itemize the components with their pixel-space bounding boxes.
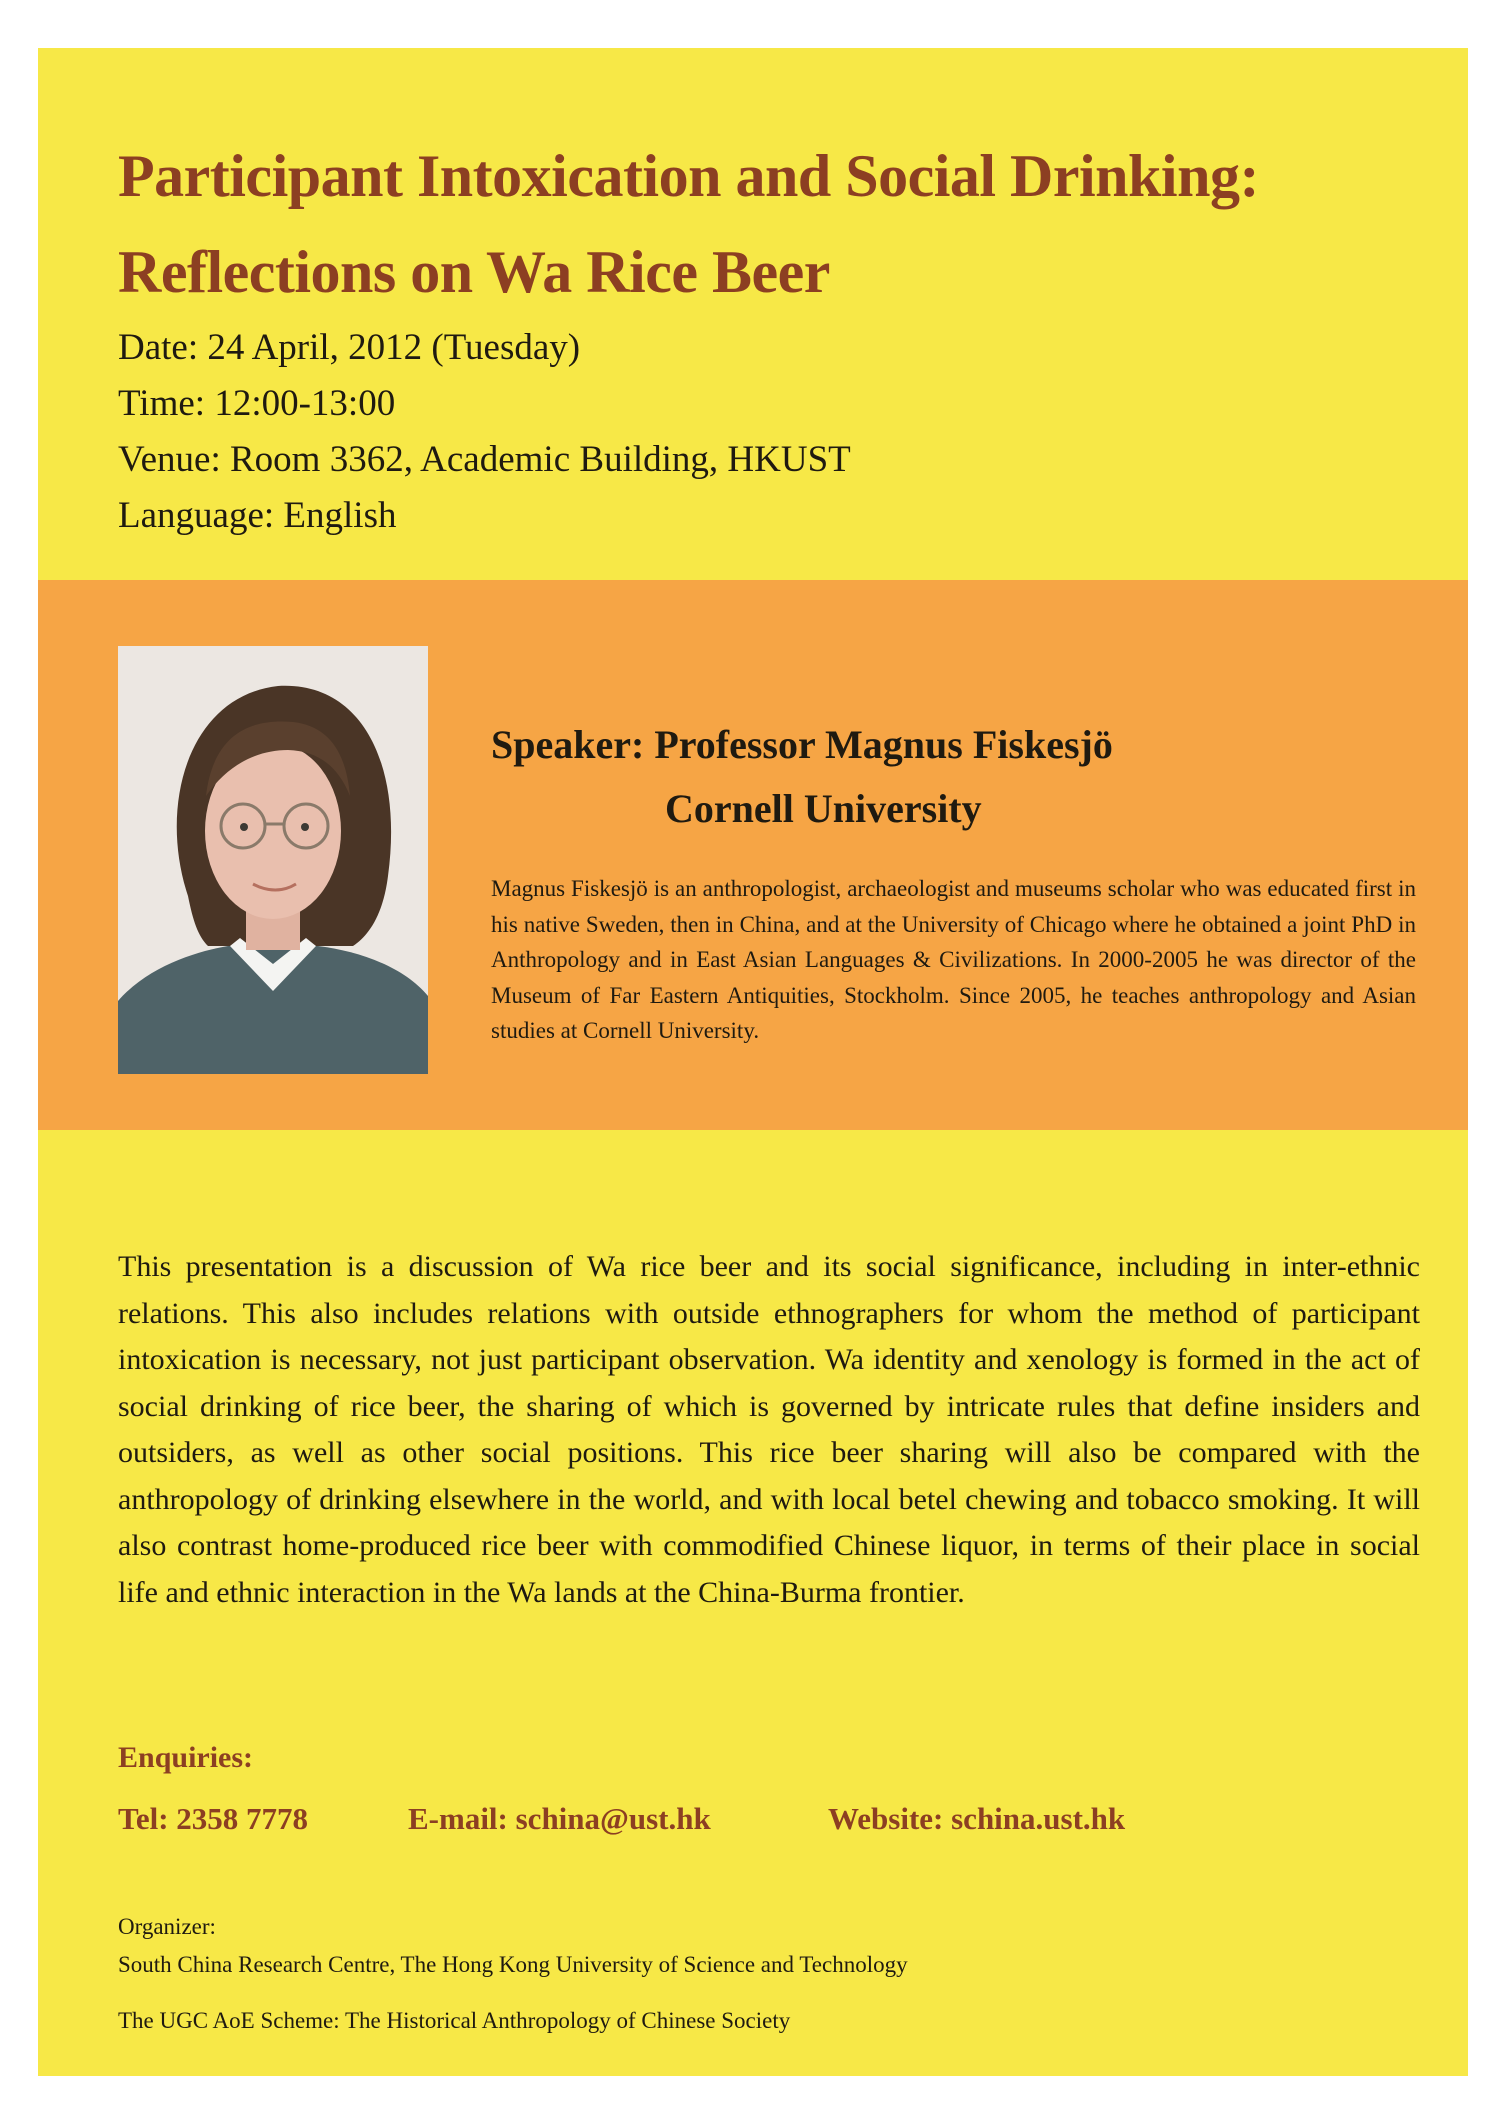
language-row: [118, 488, 851, 544]
organizer-label: Organizer:: [118, 1914, 216, 1939]
speaker-name: Speaker: Professor Magnus Fiskesjö: [491, 722, 1113, 767]
time-label: Time:: [118, 383, 215, 424]
time-value: 12:00-13:00: [214, 383, 396, 424]
organizer-block: [118, 1908, 908, 2040]
speaker-photo: [118, 646, 428, 1074]
contacts-row: [118, 1798, 1125, 1840]
title-line-2: Reflections on Wa Rice Beer: [118, 239, 830, 305]
date-row: [118, 320, 851, 376]
contact-email[interactable]: E-mail: schina@ust.hk: [408, 1801, 711, 1836]
language-value: English: [283, 495, 397, 536]
photo-eye-right: [301, 823, 309, 831]
event-info: [118, 320, 851, 544]
language-label: Language:: [118, 495, 284, 536]
abstract: This presentation is a discussion of Wa rice beer and its social significance, including in inter-ethnic relations. This also includes relations with outside ethnographers for whom the method of participant intoxication is necessary, not just participant observation. Wa identity and xenology is formed in the act of social drinking of rice beer, the sharing of which is governed by intricate rules that define insiders and outsiders, as well as other social positions. This rice beer sharing will also be compared with the anthropology of drinking elsewhere in the world, and with local betel chewing and tobacco smoking. It will also contrast home-produced rice beer with commodified Chinese liquor, in terms of their place in social life and ethnic interaction in the Wa lands at the China-Burma frontier.: [118, 1250, 1420, 1609]
speaker-affiliation: Cornell University: [665, 786, 982, 831]
event-title: [118, 128, 1259, 320]
venue-value: Room 3362, Academic Building, HKUST: [230, 439, 851, 480]
photo-eye-left: [240, 823, 248, 831]
poster: [38, 48, 1468, 2076]
title-line-1: Participant Intoxication and Social Drinking:: [118, 143, 1259, 209]
contact-tel: Tel: 2358 7778: [118, 1801, 309, 1836]
date-value: 24 April, 2012 (Tuesday): [207, 327, 581, 368]
time-row: [118, 376, 851, 432]
organizer-scheme: The UGC AoE Scheme: The Historical Anthropology of Chinese Society: [118, 2008, 791, 2033]
speaker-bio: Magnus Fiskesjö is an anthropologist, archaeologist and museums scholar who was educated first in his native Sweden, then in China, and at the University of Chicago where he obtained a joint PhD in Anthropology and in East Asian Languages & Civilizations. In 2000-2005 he was director of the Museum of Far Eastern Antiquities, Stockholm. Since 2005, he teaches anthropology and Asian studies at Cornell University.: [491, 876, 1416, 1043]
date-label: Date:: [118, 327, 208, 368]
venue-label: Venue:: [118, 439, 230, 480]
contact-website[interactable]: Website: schina.ust.hk: [828, 1801, 1126, 1836]
enquiries-label: Enquiries:: [118, 1741, 254, 1774]
organizer-name: South China Research Centre, The Hong Kong University of Science and Technology: [118, 1952, 908, 1977]
venue-row: [118, 432, 851, 488]
